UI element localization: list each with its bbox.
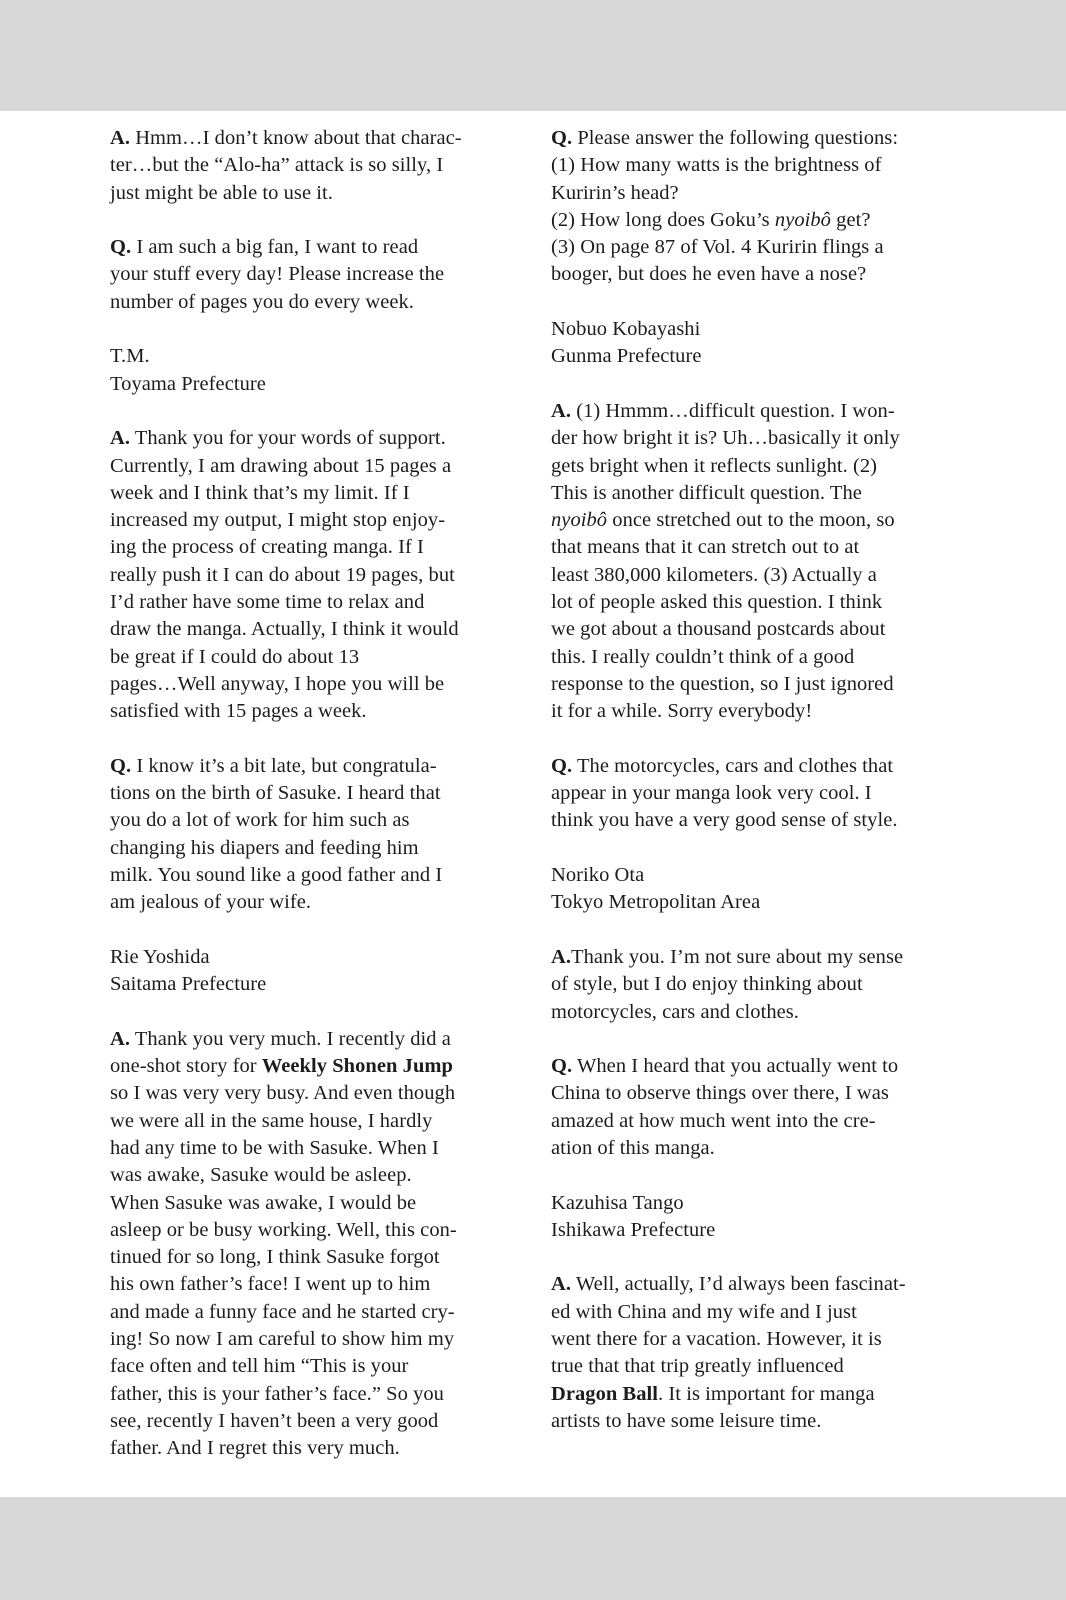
question-block: [551, 125, 961, 289]
text-line: your stuff every day! Please increase the: [110, 263, 445, 286]
italic-term: nyoibô: [774, 208, 831, 231]
text-line: his own father’s face! I went up to him: [110, 1273, 431, 1296]
reader-location: Tokyo Metropolitan Area: [551, 891, 761, 914]
text-line: appear in your manga look very cool. I: [551, 782, 872, 805]
reader-name: Noriko Ota: [551, 864, 645, 887]
text-line: der how bright it is? Uh…basically it only: [551, 427, 900, 450]
question-block: [551, 1053, 961, 1162]
answer-block: [110, 1026, 520, 1463]
question-text: get?: [831, 208, 871, 231]
text-line: China to observe things over there, I was: [551, 1082, 889, 1105]
text-line: gets bright when it reflects sunlight. (2): [551, 454, 878, 477]
text-line: [551, 1053, 961, 1080]
reader-signature: [551, 316, 961, 371]
text-line: Currently, I am drawing about 15 pages a: [110, 454, 452, 477]
text-line: [110, 753, 520, 780]
text-line: (3) On page 87 of Vol. 4 Kuririn flings a: [551, 236, 884, 259]
text-line: [551, 1271, 961, 1298]
reader-signature: [110, 343, 520, 398]
question-text: Please answer the following questions:: [572, 127, 899, 149]
answer-text: one-shot story for: [110, 1055, 262, 1078]
text-line: tinued for so long, I think Sasuke forgot: [110, 1246, 440, 1269]
text-line: Kuririn’s head?: [551, 181, 679, 204]
text-line: true that that trip greatly influenced: [551, 1355, 844, 1378]
text-line: [551, 207, 961, 234]
text-line: number of pages you do every week.: [110, 290, 414, 313]
reader-location: Gunma Prefecture: [551, 345, 702, 368]
answer-text: Well, actually, I’d always been fascinat-: [571, 1273, 906, 1296]
text-line: satisfied with 15 pages a week.: [110, 700, 367, 723]
text-line: we were all in the same house, I hardly: [110, 1109, 433, 1132]
text-line: [110, 234, 520, 261]
text-line: motorcycles, cars and clothes.: [551, 1000, 799, 1023]
text-line: and made a funny face and he started cry-: [110, 1300, 455, 1323]
text-line: ed with China and my wife and I just: [551, 1300, 857, 1323]
text-line: milk. You sound like a good father and I: [110, 864, 443, 887]
right-column: [551, 125, 961, 1463]
text-line: am jealous of your wife.: [110, 891, 312, 914]
reader-location: Ishikawa Prefecture: [551, 1218, 716, 1241]
question-label: Q.: [551, 1055, 573, 1078]
reader-location: Toyama Prefecture: [110, 372, 266, 395]
answer-block: [551, 1271, 961, 1435]
text-line: least 380,000 kilometers. (3) Actually a: [551, 563, 877, 586]
text-line: face often and tell him “This is your: [110, 1355, 409, 1378]
text-line: think you have a very good sense of style.: [551, 809, 898, 832]
answer-block: [551, 398, 961, 726]
text-line: really push it I can do about 19 pages, but: [110, 563, 455, 586]
text-line: changing his diapers and feeding him: [110, 836, 419, 859]
answer-block: [110, 125, 520, 207]
publication-title: Weekly Shonen Jump: [261, 1055, 453, 1078]
text-line: increased my output, I might stop enjoy-: [110, 509, 446, 532]
text-line: ing the process of creating manga. If I: [110, 536, 424, 559]
answer-label: A.: [110, 1027, 131, 1050]
question-block: [551, 753, 961, 835]
text-line: [110, 1026, 520, 1053]
reader-name: Rie Yoshida: [110, 945, 210, 968]
text-line: so I was very very busy. And even though: [110, 1082, 456, 1105]
text-line: ter…but the “Alo-ha” attack is so silly, I: [110, 154, 444, 177]
answer-text: (1) Hmmm…difficult question. I won-: [571, 399, 895, 422]
text-line: just might be able to use it.: [110, 181, 333, 204]
answer-block: [110, 425, 520, 725]
text-line: [551, 398, 961, 425]
text-line: was awake, Sasuke would be asleep.: [110, 1164, 412, 1187]
question-label: Q.: [551, 127, 573, 149]
text-line: you do a lot of work for him such as: [110, 809, 410, 832]
question-text: The motorcycles, cars and clothes that: [572, 754, 894, 777]
text-line: this. I really couldn’t think of a good: [551, 645, 855, 668]
text-line: be great if I could do about 13: [110, 645, 360, 668]
question-text: I am such a big fan, I want to read: [131, 236, 419, 259]
text-line: [551, 944, 961, 971]
text-line: went there for a vacation. However, it is: [551, 1328, 882, 1351]
answer-text: Thank you. I’m not sure about my sense: [571, 945, 904, 968]
answer-label: A.: [551, 399, 572, 422]
text-line: (1) How many watts is the brightness of: [551, 154, 882, 177]
top-margin-band: [0, 0, 1066, 111]
answer-text: Thank you very much. I recently did a: [130, 1027, 451, 1050]
text-line: artists to have some leisure time.: [551, 1409, 822, 1432]
text-line: of style, but I do enjoy thinking about: [551, 973, 863, 996]
text-line: lot of people asked this question. I think: [551, 591, 883, 614]
text-line: had any time to be with Sasuke. When I: [110, 1136, 439, 1159]
reader-name: Nobuo Kobayashi: [551, 318, 701, 341]
question-text: When I heard that you actually went to: [572, 1055, 899, 1078]
text-line: This is another difficult question. The: [551, 481, 862, 504]
series-title: Dragon Ball: [551, 1382, 659, 1405]
text-line: pages…Well anyway, I hope you will be: [110, 672, 445, 695]
left-column: [110, 125, 520, 1490]
question-label: Q.: [551, 754, 573, 777]
text-line: booger, but does he even have a nose?: [551, 263, 867, 286]
question-text: I know it’s a bit late, but congratula-: [131, 754, 437, 777]
text-line: [551, 753, 961, 780]
text-line: [110, 125, 520, 152]
reader-name: Kazuhisa Tango: [551, 1191, 684, 1214]
text-line: amazed at how much went into the cre-: [551, 1109, 876, 1132]
text-line: it for a while. Sorry everybody!: [551, 700, 813, 723]
question-block: [110, 753, 520, 917]
reader-signature: [551, 1190, 961, 1245]
text-line: When Sasuke was awake, I would be: [110, 1191, 417, 1214]
bottom-margin-band: [0, 1497, 1066, 1600]
answer-block: [551, 944, 961, 1026]
text-line: I’d rather have some time to relax and: [110, 591, 425, 614]
answer-text: Thank you for your words of support.: [130, 427, 446, 450]
text-line: [551, 1381, 961, 1408]
text-line: tions on the birth of Sasuke. I heard that: [110, 782, 441, 805]
text-line: that means that it can stretch out to at: [551, 536, 860, 559]
answer-label: A.: [110, 127, 131, 149]
question-block: [110, 234, 520, 316]
document-page: [0, 111, 1066, 1497]
text-line: [551, 507, 961, 534]
text-line: [110, 425, 520, 452]
text-line: week and I think that’s my limit. If I: [110, 481, 410, 504]
text-line: father. And I regret this very much.: [110, 1437, 400, 1460]
text-line: ing! So now I am careful to show him my: [110, 1328, 455, 1351]
text-line: ation of this manga.: [551, 1136, 715, 1159]
question-label: Q.: [110, 754, 132, 777]
answer-label: A.: [551, 945, 572, 968]
reader-location: Saitama Prefecture: [110, 973, 267, 996]
text-line: father, this is your father’s face.” So you: [110, 1382, 444, 1405]
reader-name: T.M.: [110, 345, 150, 368]
reader-signature: [110, 944, 520, 999]
answer-text: . It is important for manga: [658, 1382, 875, 1405]
text-line: response to the question, so I just ignored: [551, 672, 894, 695]
reader-signature: [551, 862, 961, 917]
text-line: see, recently I haven’t been a very good: [110, 1409, 439, 1432]
italic-term: nyoibô: [551, 509, 608, 532]
answer-text: once stretched out to the moon, so: [607, 509, 895, 532]
answer-text: Hmm…I don’t know about that charac-: [130, 127, 462, 149]
question-label: Q.: [110, 236, 132, 259]
text-line: draw the manga. Actually, I think it would: [110, 618, 459, 641]
text-line: [551, 125, 961, 152]
answer-label: A.: [551, 1273, 572, 1296]
question-text: (2) How long does Goku’s: [551, 208, 775, 231]
text-line: we got about a thousand postcards about: [551, 618, 886, 641]
answer-label: A.: [110, 427, 131, 450]
text-line: [110, 1053, 520, 1080]
text-line: asleep or be busy working. Well, this con-: [110, 1218, 457, 1241]
